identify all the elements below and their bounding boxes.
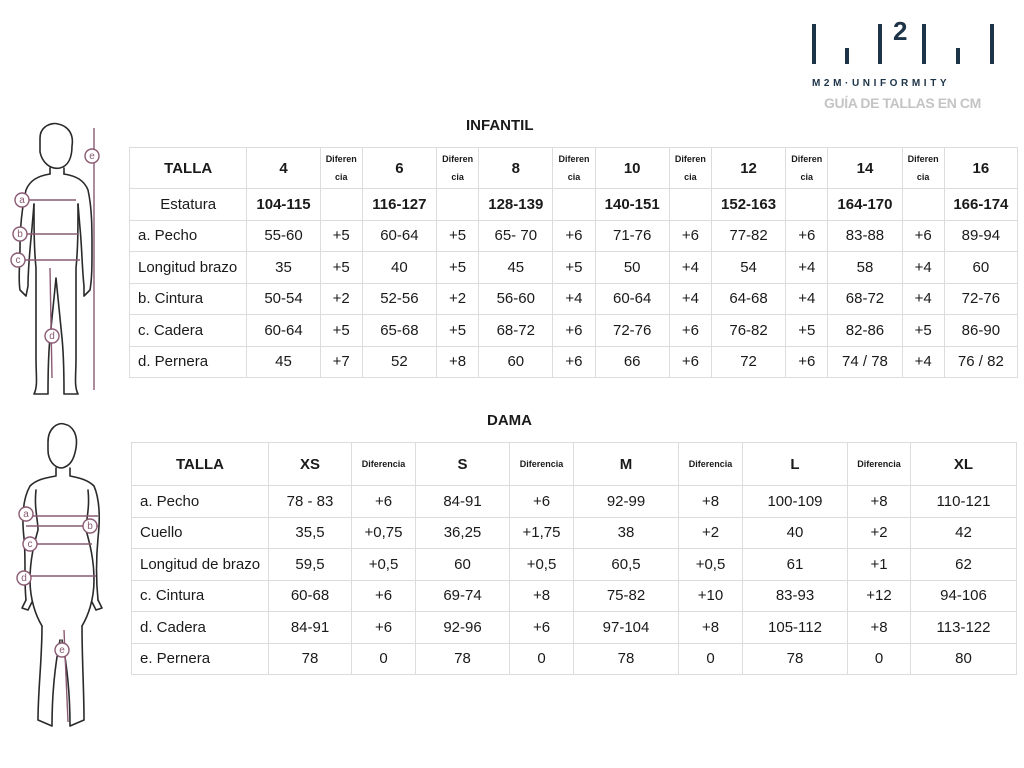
table-cell	[437, 189, 479, 221]
table-cell: +0,75	[352, 517, 416, 549]
table-cell: 50-54	[247, 283, 320, 315]
table-row	[130, 220, 1018, 252]
table-cell: 55-60	[247, 220, 320, 252]
table-cell: +12	[848, 580, 911, 612]
table-row	[132, 612, 1017, 644]
table-cell: 82-86	[828, 315, 902, 347]
table-cell: 76-82	[711, 315, 785, 347]
table-row	[132, 486, 1017, 518]
table-row	[132, 643, 1017, 675]
table-row	[130, 346, 1018, 378]
row-label: d. Pernera	[130, 346, 247, 378]
table-cell: +6	[352, 486, 416, 518]
table-cell: 0	[848, 643, 911, 675]
table-cell: +5	[437, 315, 479, 347]
table-cell: 64-68	[711, 283, 785, 315]
table-cell: 54	[711, 252, 785, 284]
table-cell: +1	[848, 549, 911, 581]
row-label: e. Pernera	[132, 643, 269, 675]
table-cell: 68-72	[828, 283, 902, 315]
size-header: 10	[595, 148, 669, 189]
table-cell: 60	[416, 549, 510, 581]
diferencia-header: Diferencia	[437, 148, 479, 189]
table-cell: 50	[595, 252, 669, 284]
table-cell: 38	[574, 517, 679, 549]
size-header: 14	[828, 148, 902, 189]
table-cell	[902, 189, 944, 221]
table-cell: +8	[679, 486, 743, 518]
table-cell: +4	[786, 252, 828, 284]
talla-header: TALLA	[130, 148, 247, 189]
table-cell: +8	[848, 486, 911, 518]
row-label: c. Cintura	[132, 580, 269, 612]
row-label: a. Pecho	[132, 486, 269, 518]
table-cell: +4	[669, 252, 711, 284]
table-cell: 66	[595, 346, 669, 378]
table-cell: 78	[416, 643, 510, 675]
table-cell: 128-139	[479, 189, 553, 221]
diferencia-header: Diferencia	[786, 148, 828, 189]
table-cell: +4	[902, 346, 944, 378]
diferencia-header: Diferencia	[848, 443, 911, 486]
diferencia-header: Diferencia	[553, 148, 595, 189]
infantil-size-table	[129, 147, 1018, 378]
table-cell	[669, 189, 711, 221]
infantil-title: INFANTIL	[466, 117, 534, 134]
table-cell: 58	[828, 252, 902, 284]
table-cell: +8	[848, 612, 911, 644]
table-cell: 78	[269, 643, 352, 675]
diferencia-header: Diferencia	[902, 148, 944, 189]
infantil-header-row	[130, 148, 1018, 189]
table-cell: 105-112	[743, 612, 848, 644]
table-cell: +2	[679, 517, 743, 549]
table-cell: +10	[679, 580, 743, 612]
table-cell: 62	[911, 549, 1017, 581]
table-cell: +4	[902, 252, 944, 284]
table-cell: 110-121	[911, 486, 1017, 518]
table-cell: 40	[743, 517, 848, 549]
diferencia-header: Diferencia	[669, 148, 711, 189]
size-header: XS	[269, 443, 352, 486]
table-cell: +0,5	[679, 549, 743, 581]
table-cell	[320, 189, 362, 221]
table-cell: +6	[553, 220, 595, 252]
table-cell: +6	[786, 346, 828, 378]
size-header: 12	[711, 148, 785, 189]
table-cell: +5	[320, 315, 362, 347]
svg-text:c: c	[27, 539, 33, 550]
diferencia-header: Diferencia	[679, 443, 743, 486]
table-cell: 92-96	[416, 612, 510, 644]
diferencia-header: Diferencia	[352, 443, 416, 486]
size-header: M	[574, 443, 679, 486]
table-cell: +8	[437, 346, 479, 378]
table-cell: +1,75	[510, 517, 574, 549]
table-cell: 60	[479, 346, 553, 378]
table-cell: 78	[743, 643, 848, 675]
table-cell: +6	[786, 220, 828, 252]
table-cell: 75-82	[574, 580, 679, 612]
table-cell: +6	[553, 346, 595, 378]
svg-text:e: e	[59, 645, 65, 656]
table-cell: 104-115	[247, 189, 320, 221]
table-cell: 35,5	[269, 517, 352, 549]
table-cell: 36,25	[416, 517, 510, 549]
table-cell: 0	[352, 643, 416, 675]
table-cell: +5	[320, 252, 362, 284]
table-cell: 78	[574, 643, 679, 675]
table-cell: 71-76	[595, 220, 669, 252]
brand-logo	[810, 18, 996, 70]
svg-text:a: a	[19, 195, 25, 206]
table-cell: 152-163	[711, 189, 785, 221]
table-cell: 60-68	[269, 580, 352, 612]
table-cell: 40	[362, 252, 436, 284]
table-cell: 72-76	[944, 283, 1017, 315]
table-cell: 100-109	[743, 486, 848, 518]
table-cell: 164-170	[828, 189, 902, 221]
marker-e-child: e	[89, 151, 95, 162]
table-cell: +5	[902, 315, 944, 347]
table-cell	[786, 189, 828, 221]
row-label: Cuello	[132, 517, 269, 549]
table-cell: 59,5	[269, 549, 352, 581]
table-cell: 84-91	[416, 486, 510, 518]
row-label: Longitud brazo	[130, 252, 247, 284]
table-cell: +5	[320, 220, 362, 252]
table-cell: 76 / 82	[944, 346, 1017, 378]
table-cell: 45	[247, 346, 320, 378]
table-cell: +4	[902, 283, 944, 315]
table-cell: +2	[437, 283, 479, 315]
size-header: 6	[362, 148, 436, 189]
table-cell: 83-93	[743, 580, 848, 612]
table-cell: 92-99	[574, 486, 679, 518]
table-cell: 61	[743, 549, 848, 581]
svg-text:d: d	[49, 331, 55, 342]
table-cell: 45	[479, 252, 553, 284]
svg-text:d: d	[21, 573, 27, 584]
table-cell: 78 - 83	[269, 486, 352, 518]
table-cell: +6	[669, 220, 711, 252]
size-header: XL	[911, 443, 1017, 486]
table-cell: +5	[786, 315, 828, 347]
table-cell: 80	[911, 643, 1017, 675]
svg-text:b: b	[87, 521, 93, 532]
row-label: c. Cadera	[130, 315, 247, 347]
table-cell	[553, 189, 595, 221]
table-cell: +2	[848, 517, 911, 549]
size-header: 8	[479, 148, 553, 189]
table-cell: +6	[669, 315, 711, 347]
svg-text:c: c	[15, 255, 21, 266]
table-cell: 116-127	[362, 189, 436, 221]
table-cell: +6	[669, 346, 711, 378]
table-cell: +0,5	[510, 549, 574, 581]
table-cell: +6	[352, 580, 416, 612]
table-cell: +6	[510, 486, 574, 518]
table-cell: 52	[362, 346, 436, 378]
diferencia-header: Diferencia	[510, 443, 574, 486]
table-cell: 69-74	[416, 580, 510, 612]
diferencia-header: Diferencia	[320, 148, 362, 189]
row-label: a. Pecho	[130, 220, 247, 252]
table-cell: +4	[553, 283, 595, 315]
table-cell: +5	[437, 252, 479, 284]
table-cell: 72-76	[595, 315, 669, 347]
table-cell: +4	[669, 283, 711, 315]
table-cell: +5	[553, 252, 595, 284]
dama-title: DAMA	[487, 412, 532, 429]
table-cell: +7	[320, 346, 362, 378]
svg-text:b: b	[17, 229, 23, 240]
table-cell: 83-88	[828, 220, 902, 252]
table-cell: 60	[944, 252, 1017, 284]
table-cell: 140-151	[595, 189, 669, 221]
table-cell: 35	[247, 252, 320, 284]
row-label: b. Cintura	[130, 283, 247, 315]
size-header: S	[416, 443, 510, 486]
table-cell: +6	[902, 220, 944, 252]
table-cell: 68-72	[479, 315, 553, 347]
dama-header-row	[132, 443, 1017, 486]
talla-header: TALLA	[132, 443, 269, 486]
table-row	[132, 517, 1017, 549]
table-cell: +8	[679, 612, 743, 644]
table-cell: 52-56	[362, 283, 436, 315]
table-cell: +6	[553, 315, 595, 347]
table-row	[132, 580, 1017, 612]
table-cell: +6	[352, 612, 416, 644]
svg-text:2: 2	[893, 18, 908, 46]
table-cell: +4	[786, 283, 828, 315]
brand-name: M2M·UNIFORMITY	[812, 78, 951, 89]
table-row	[132, 549, 1017, 581]
table-row	[130, 189, 1018, 221]
size-header: 16	[944, 148, 1017, 189]
table-cell: 0	[679, 643, 743, 675]
size-header: 4	[247, 148, 320, 189]
table-cell: 97-104	[574, 612, 679, 644]
table-cell: 113-122	[911, 612, 1017, 644]
table-cell: +6	[510, 612, 574, 644]
table-cell: 60-64	[362, 220, 436, 252]
table-cell: +0,5	[352, 549, 416, 581]
brand-subtitle: GUÍA DE TALLAS EN CM	[824, 95, 981, 111]
table-cell: 0	[510, 643, 574, 675]
table-cell: +5	[437, 220, 479, 252]
table-cell: 84-91	[269, 612, 352, 644]
row-label: Longitud de brazo	[132, 549, 269, 581]
table-row	[130, 315, 1018, 347]
table-cell: 77-82	[711, 220, 785, 252]
table-cell: 166-174	[944, 189, 1017, 221]
table-cell: 42	[911, 517, 1017, 549]
table-cell: 60-64	[247, 315, 320, 347]
woman-figure-illustration	[8, 420, 114, 734]
table-cell: 56-60	[479, 283, 553, 315]
table-cell: 65- 70	[479, 220, 553, 252]
child-figure-illustration	[6, 118, 118, 398]
table-cell: 60,5	[574, 549, 679, 581]
row-label: d. Cadera	[132, 612, 269, 644]
table-row	[130, 252, 1018, 284]
row-label: Estatura	[130, 189, 247, 221]
table-cell: 86-90	[944, 315, 1017, 347]
table-cell: +8	[510, 580, 574, 612]
table-row	[130, 283, 1018, 315]
table-cell: 94-106	[911, 580, 1017, 612]
dama-size-table	[131, 442, 1017, 675]
table-cell: +2	[320, 283, 362, 315]
svg-text:a: a	[23, 509, 29, 520]
table-cell: 89-94	[944, 220, 1017, 252]
table-cell: 60-64	[595, 283, 669, 315]
table-cell: 74 / 78	[828, 346, 902, 378]
size-header: L	[743, 443, 848, 486]
table-cell: 65-68	[362, 315, 436, 347]
table-cell: 72	[711, 346, 785, 378]
